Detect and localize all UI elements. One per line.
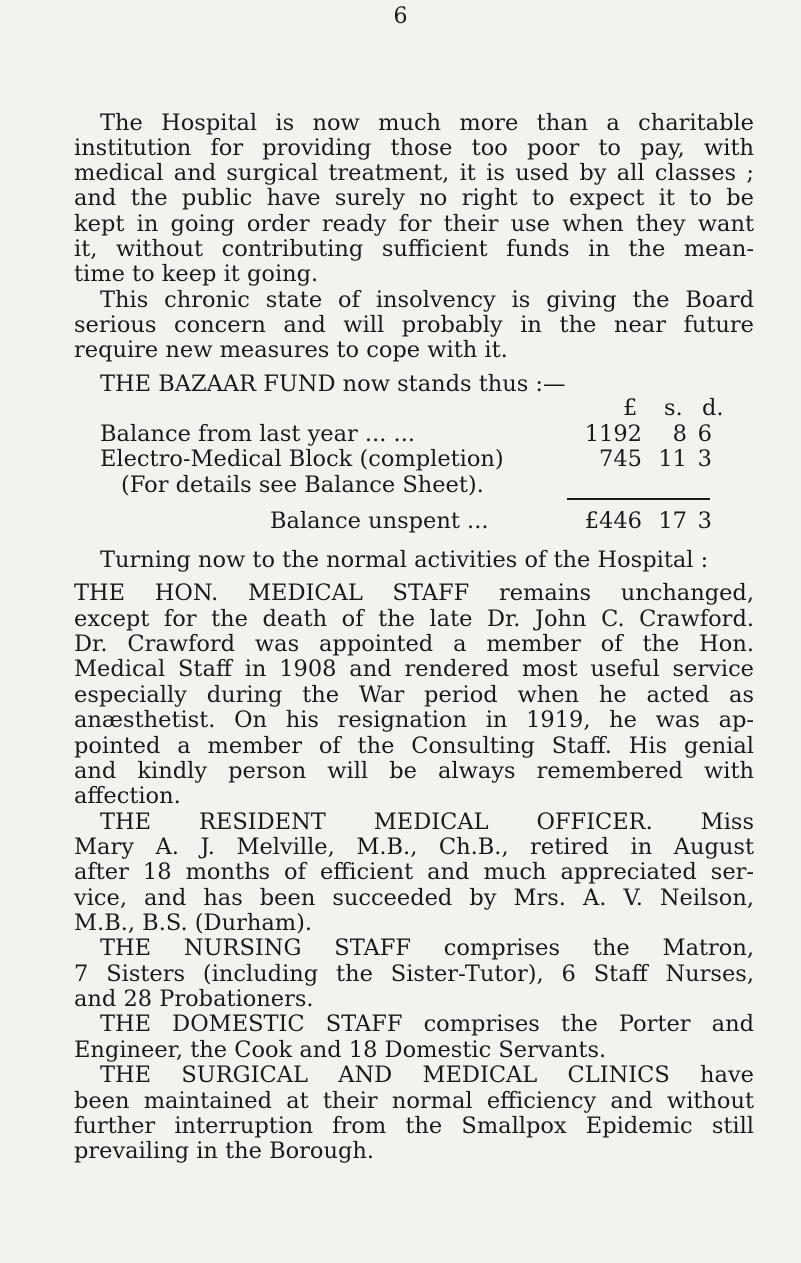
text-line: except for the death of the late Dr. John C. Crawford. [74, 605, 754, 632]
text-line: medical and surgical treatment, it is used by all classes ; [74, 159, 754, 186]
text-line: M.B., B.S. (Durham). [74, 910, 313, 937]
fund-row-label: Electro-Medical Block (completion) [100, 446, 504, 473]
text-line: THE NURSING STAFF comprises the Matron, [100, 935, 754, 962]
pence-column-head: d. [702, 395, 724, 422]
text-line: The Hospital is now much more than a charitable [100, 110, 754, 136]
text-line: Mary A. J. Melville, M.B., Ch.B., retired in August [74, 833, 754, 860]
unspent-pounds: £446 [584, 507, 642, 534]
fund-row-shillings: 8 [672, 420, 687, 447]
fund-row-shillings: 11 [658, 446, 687, 473]
shillings-column-head: s. [664, 395, 683, 422]
fund-row-pounds: 745 [599, 446, 642, 473]
text-line: it, without contributing sufficient funds in the mean- [74, 235, 754, 262]
turning-line: Turning now to the normal activities of the Hospital : [100, 546, 709, 573]
unspent-shillings: 17 [658, 507, 687, 534]
text-line: and the public have surely no right to expect it to be [74, 185, 754, 212]
fund-row-pence: 3 [697, 446, 712, 473]
text-line: and kindly person will be always remembered with [74, 757, 754, 784]
bazaar-fund-heading: THE BAZAAR FUND now stands thus :— [100, 370, 566, 397]
text-line: This chronic state of insolvency is giving the Board [100, 286, 754, 313]
text-line: prevailing in the Borough. [74, 1138, 374, 1165]
fund-row-pounds: 1192 [584, 420, 642, 447]
text-line: especially during the War period when he acted as [74, 681, 754, 708]
text-line: serious concern and will probably in the near future [74, 312, 754, 339]
text-line: time to keep it going. [74, 261, 319, 288]
text-line: pointed a member of the Consulting Staff. His genial [74, 732, 754, 759]
unspent-label: Balance unspent ... [270, 507, 489, 534]
fund-row-pence: 6 [697, 420, 712, 447]
unspent-pence: 3 [697, 507, 712, 534]
text-line: and 28 Probationers. [74, 986, 314, 1013]
text-line: 7 Sisters (including the Sister-Tutor), 6 Staff Nurses, [74, 960, 754, 987]
text-line: been maintained at their normal efficiency and without [74, 1087, 754, 1114]
fund-row-label: Balance from last year ... ... [100, 420, 415, 447]
text-line: vice, and has been succeeded by Mrs. A. V. Neilson, [74, 884, 754, 911]
text-line: THE SURGICAL AND MEDICAL CLINICS have [100, 1062, 754, 1089]
fund-note: (For details see Balance Sheet). [121, 471, 484, 498]
text-line: kept in going order ready for their use when they want [74, 210, 754, 237]
total-rule [567, 498, 710, 500]
text-line: Medical Staff in 1908 and rendered most useful service [74, 656, 754, 683]
text-line: Engineer, the Cook and 18 Domestic Servants. [74, 1036, 607, 1063]
page-number: 6 [393, 4, 408, 29]
text-line: institution for providing those too poor to pay, with [74, 134, 754, 161]
pounds-column-head: £ [623, 395, 638, 422]
text-line: THE HON. MEDICAL STAFF remains unchanged, [74, 580, 754, 607]
text-line: affection. [74, 783, 181, 810]
text-line: after 18 months of efficient and much appreciated ser- [74, 859, 754, 886]
text-line: THE RESIDENT MEDICAL OFFICER. Miss [100, 808, 754, 835]
text-line: require new measures to cope with it. [74, 337, 508, 364]
text-line: Dr. Crawford was appointed a member of the Hon. [74, 631, 754, 658]
text-line: anæsthetist. On his resignation in 1919, he was ap- [74, 707, 754, 734]
text-line: further interruption from the Smallpox Epidemic still [74, 1112, 754, 1139]
text-line: THE DOMESTIC STAFF comprises the Porter and [100, 1011, 754, 1038]
